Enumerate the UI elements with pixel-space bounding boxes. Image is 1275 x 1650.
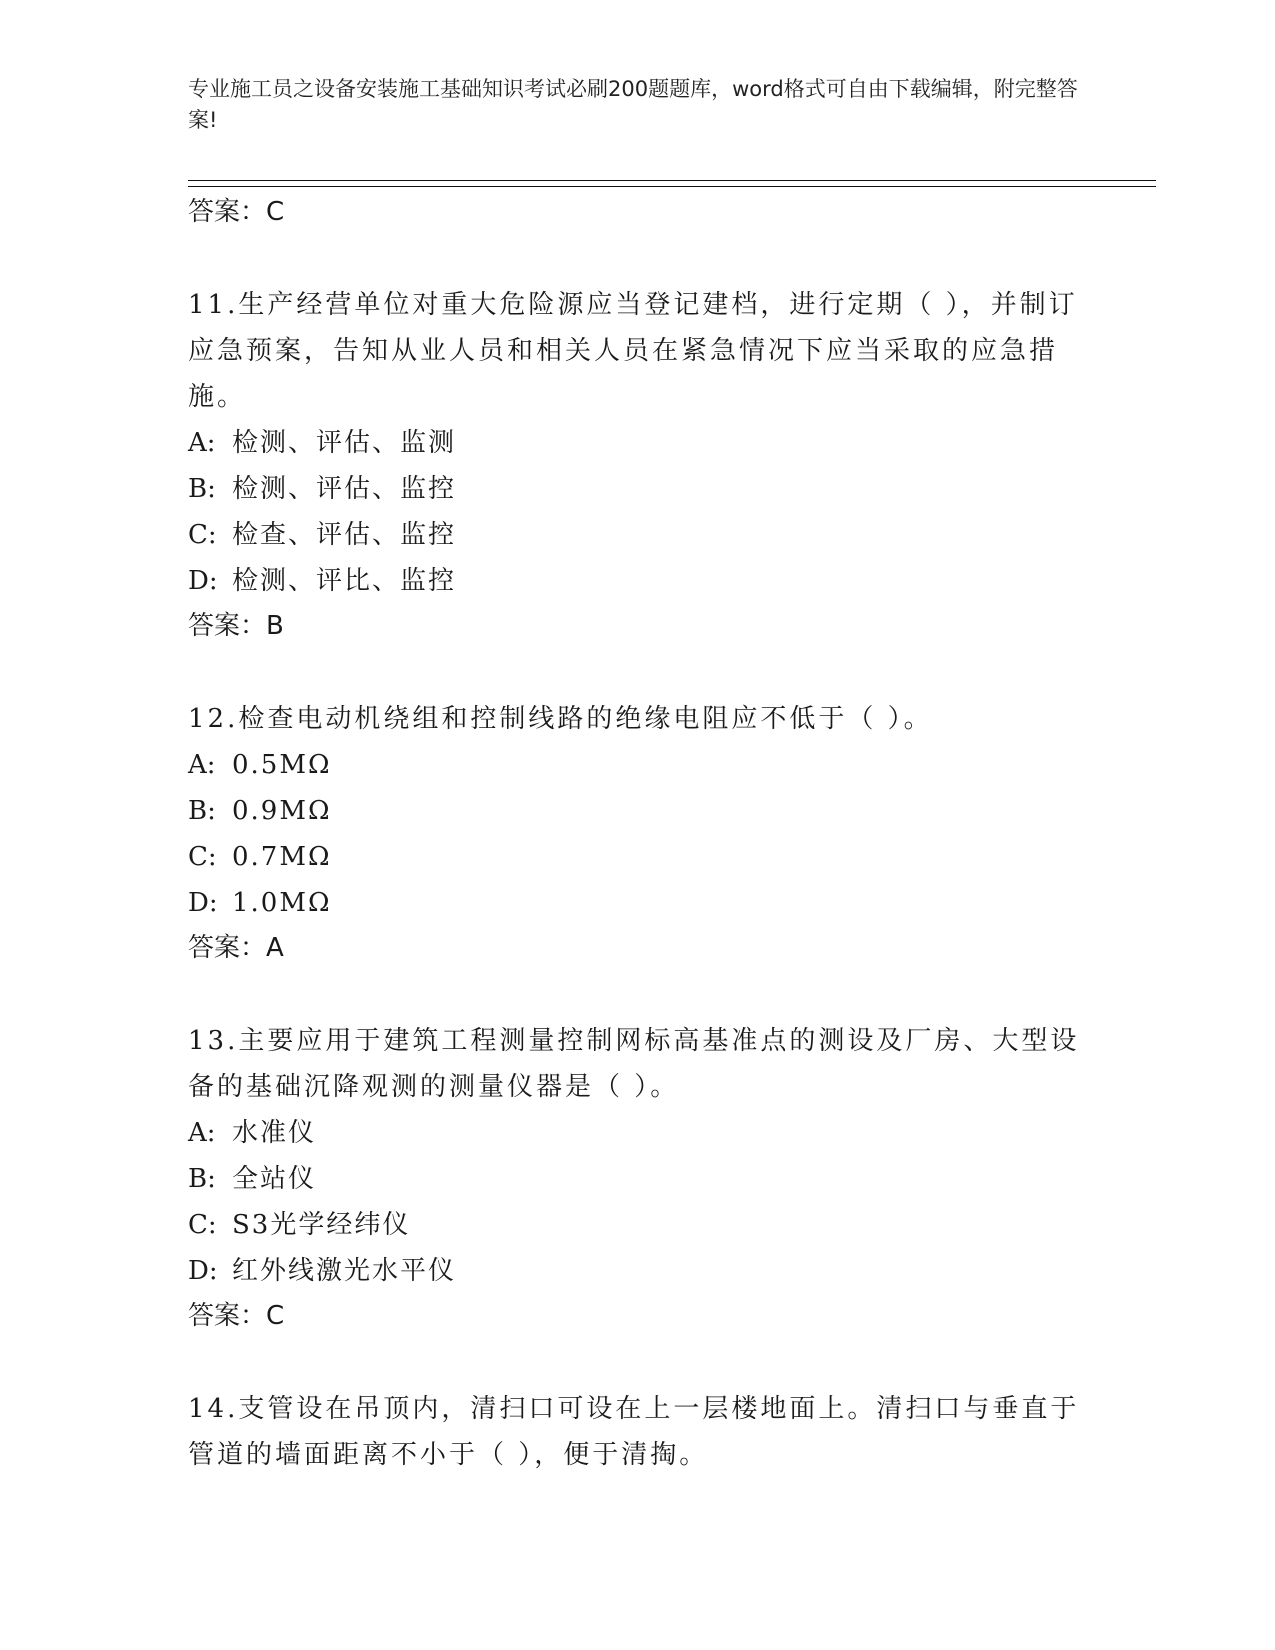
question-stem: 13.主要应用于建筑工程测量控制网标高基准点的测设及厂房、大型设备的基础沉降观测的测量仪器是（ ）。 [188, 1026, 1080, 1102]
option-c [188, 834, 1088, 880]
option-text: 红外线激光水平仪 [232, 1256, 457, 1286]
answer-line: 答案：C [188, 197, 285, 227]
option-b [188, 1156, 1088, 1202]
option-c [188, 1202, 1088, 1248]
option-key: D: [188, 888, 218, 918]
question-item [188, 282, 1088, 649]
option-text: 全站仪 [232, 1164, 317, 1194]
option-key: A: [188, 750, 216, 780]
option-text: 检测、评估、监控 [232, 474, 457, 504]
question-item [188, 1386, 1088, 1478]
option-text: 1.0MΩ [232, 888, 332, 918]
option-d [188, 558, 1088, 604]
option-key: B: [188, 796, 216, 826]
option-text: 0.7MΩ [232, 842, 332, 872]
header-divider [188, 180, 1156, 187]
question-item [188, 696, 1088, 971]
option-d [188, 1248, 1088, 1294]
answer-line: 答案：C [188, 1301, 285, 1331]
option-key: D: [188, 1256, 218, 1286]
option-d [188, 880, 1088, 926]
option-key: B: [188, 474, 216, 504]
option-text: 0.5MΩ [232, 750, 332, 780]
option-key: A: [188, 428, 216, 458]
question-stem: 12.检查电动机绕组和控制线路的绝缘电阻应不低于（ ）。 [188, 704, 933, 734]
option-key: D: [188, 566, 218, 596]
question-list [188, 190, 1088, 1478]
answer-line: 答案：B [188, 611, 284, 641]
page-header [188, 74, 1088, 136]
answer-line: 答案：A [188, 933, 284, 963]
question-stem: 14.支管设在吊顶内，清扫口可设在上一层楼地面上。清扫口与垂直于管道的墙面距离不小于（ ），便于清掏。 [188, 1394, 1080, 1470]
option-key: B: [188, 1164, 216, 1194]
option-text: 检查、评估、监控 [232, 520, 457, 550]
option-a [188, 742, 1088, 788]
question-stem: 11.生产经营单位对重大危险源应当登记建档，进行定期（ ），并制订应急预案，告知从业人员和相关人员在紧急情况下应当采取的应急措施。 [188, 290, 1078, 412]
option-key: A: [188, 1118, 216, 1148]
option-key: C: [188, 842, 217, 872]
option-text: S3光学经纬仪 [232, 1210, 411, 1240]
document-title: 专业施工员之设备安装施工基础知识考试必刷200题题库，word格式可自由下载编辑，附完整答案! [188, 77, 1078, 132]
option-b [188, 788, 1088, 834]
option-key: C: [188, 520, 217, 550]
option-text: 检测、评比、监控 [232, 566, 457, 596]
option-a [188, 1110, 1088, 1156]
question-item [188, 1018, 1088, 1339]
option-text: 0.9MΩ [232, 796, 332, 826]
option-a [188, 420, 1088, 466]
option-key: C: [188, 1210, 217, 1240]
option-text: 检测、评估、监测 [232, 428, 457, 458]
option-text: 水准仪 [232, 1118, 317, 1148]
option-b [188, 466, 1088, 512]
option-c [188, 512, 1088, 558]
